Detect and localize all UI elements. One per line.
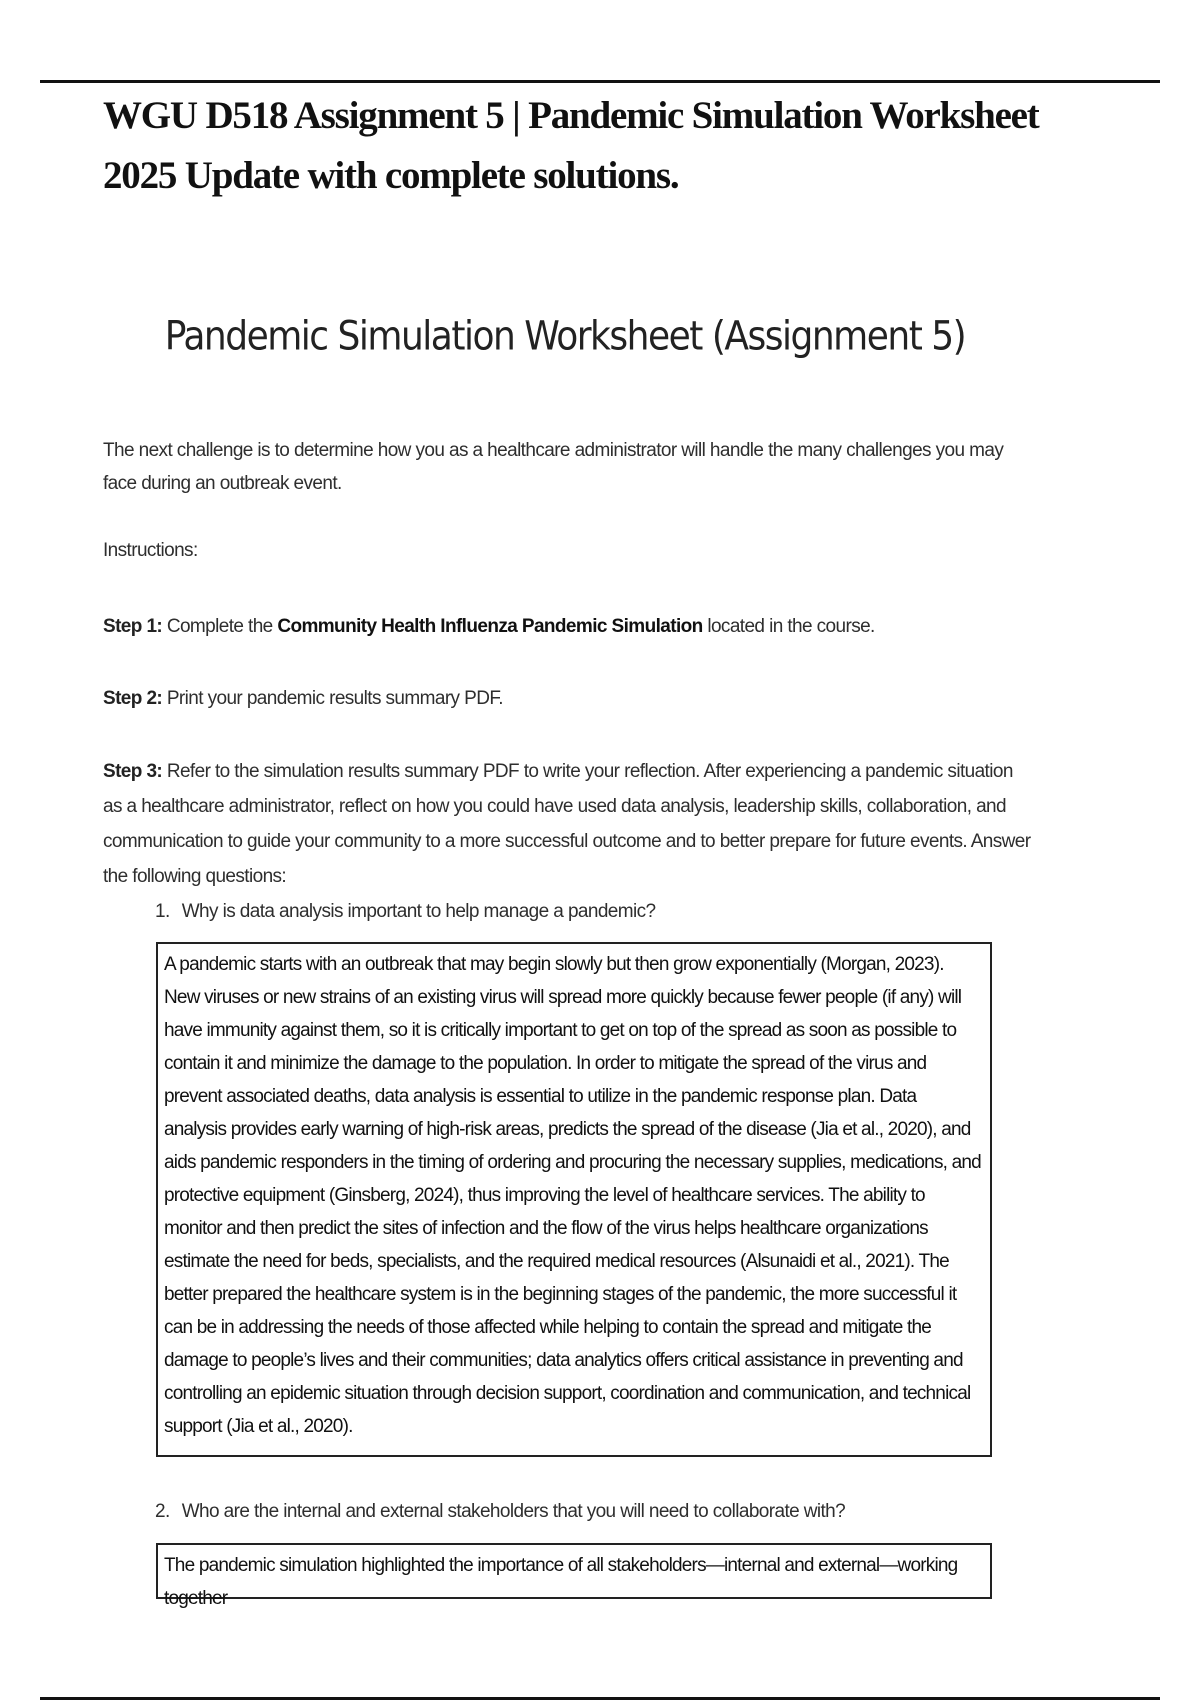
intro-paragraph: The next challenge is to determine how you as a healthcare administrator will handle the many challenges you may face during an outbreak event. [103, 440, 1004, 494]
step-1-text-before: Complete the [166, 616, 273, 637]
question-2-number: 2. [155, 1501, 170, 1522]
document-title: WGU D518 Assignment 5 | Pandemic Simulation Worksheet 2025 Update with complete solutions. [103, 94, 1039, 197]
step-2-label: Step 2: [103, 688, 163, 709]
question-1-number: 1. [155, 901, 170, 922]
question-2 [155, 1497, 845, 1527]
top-rule [40, 80, 1160, 83]
step-3-label: Step 3: [103, 761, 163, 782]
step-3-text: Refer to the simulation results summary PDF to write your reflection. After experiencing a pandemic situation as a healthcare administrator, reflect on how you could have used data analysis, leadership skills, collaboration, and communication to guide your community to a more successful outcome and to better prepare for future events. Answer the following questions: [103, 761, 1031, 887]
question-1-text: Why is data analysis important to help manage a pandemic? [181, 901, 656, 922]
step-1-text-after: located in the course. [707, 616, 875, 637]
answer-2-text: The pandemic simulation highlighted the importance of all stakeholders—internal and external—working together [164, 1555, 958, 1609]
worksheet-heading: Pandemic Simulation Worksheet (Assignment 5) [164, 313, 966, 360]
answer-box-1 [156, 942, 992, 1457]
answer-box-2 [156, 1543, 992, 1609]
step-1 [103, 609, 1033, 644]
instructions-label: Instructions: [103, 540, 198, 561]
step-1-label: Step 1: [103, 616, 163, 637]
question-1 [155, 897, 656, 927]
step-2 [103, 681, 1033, 716]
question-2-text: Who are the internal and external stakeholders that you will need to collaborate with? [181, 1501, 846, 1522]
step-2-text: Print your pandemic results summary PDF. [166, 688, 503, 709]
simulation-name: Community Health Influenza Pandemic Simulation [277, 616, 703, 637]
answer-1-text: A pandemic starts with an outbreak that may begin slowly but then grow exponentially (Morgan, 2023). New viruses or new strains of an existing virus will spread more quickly because fewer people (if any) will have immunity against them, so it is critically important to get on top of the spread as soon as possible to contain it and minimize the damage to the population. In order to mitigate the spread of the virus and prevent associated deaths, data analysis is essential to utilize in the pandemic response plan. Data analysis provides early warning of high-risk areas, predicts the spread of the disease (Jia et al., 2020), and aids pandemic responders in the timing of ordering and procuring the necessary supplies, medications, and protective equipment (Ginsberg, 2024), thus improving the level of healthcare services. The ability to monitor and then predict the sites of infection and the flow of the virus helps healthcare organizations estimate the need for beds, specialists, and the required medical resources (Alsunaidi et al., 2021). The better prepared the healthcare system is in the beginning stages of the pandemic, the more successful it can be in addressing the needs of those affected while helping to contain the spread and mitigate the damage to people’s lives and their communities; data analytics offers critical assistance in preventing and controlling an epidemic situation through decision support, coordination and communication, and technical support (Jia et al., 2020). [164, 954, 981, 1437]
step-3 [103, 754, 1033, 894]
